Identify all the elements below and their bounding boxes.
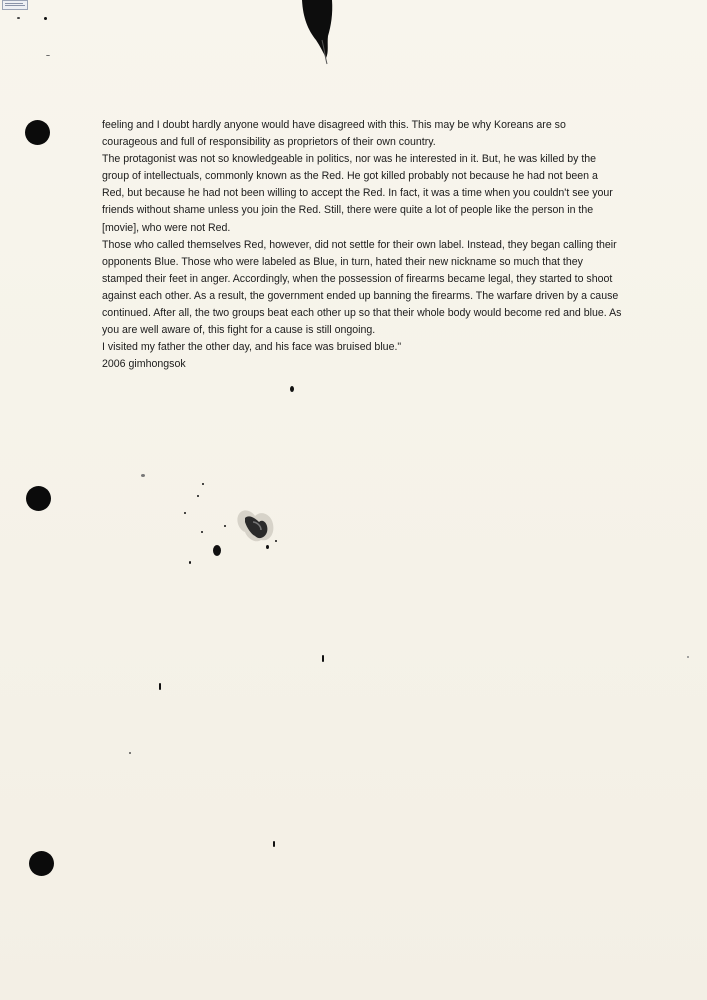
- ink-smudge: [233, 500, 281, 546]
- signature-line: 2006 gimhongsok: [102, 358, 186, 371]
- closing-line: I visited my father the other day, and his face was bruised blue.": [102, 341, 402, 354]
- speck: [201, 531, 203, 533]
- stamp-line: [5, 3, 23, 4]
- speck: [290, 386, 294, 392]
- binder-hole-bottom: [29, 851, 54, 876]
- paragraph-1: feeling and I doubt hardly anyone would have disagreed with this. This may be why Koreans are so courageous and full of responsibility as proprietors of their own country.: [102, 119, 566, 149]
- paragraph-3: Those who called themselves Red, however, did not settle for their own label. Instead, they began calling their opponents Blue. Those who were labeled as Blue, in turn, hated their new nickname so much that they stamped their feet in anger. Accordingly, when the possession of firearms became legal, they started to shoot against each other. As a result, the government ended up banning the firearms. The warfare driven by a cause continued. After all, the two groups beat each other up so that their whole body would become red and blue. As you are well aware of, this fight for a cause is still ongoing.: [102, 238, 622, 337]
- speck: [129, 752, 131, 754]
- speck: [184, 512, 186, 514]
- corner-stamp: [2, 0, 28, 10]
- speck: [141, 474, 145, 477]
- ink-blot-top: [298, 0, 338, 70]
- binder-hole-middle: [26, 486, 51, 511]
- speck: [322, 655, 324, 662]
- speck: [202, 483, 204, 485]
- speck: [687, 656, 689, 658]
- speck: [159, 683, 161, 690]
- speck: [224, 525, 226, 527]
- speck: [197, 495, 199, 497]
- speck: [44, 17, 47, 20]
- paragraph-2: The protagonist was not so knowledgeable in politics, nor was he interested in it. But, he was killed by the group of intellectuals, commonly known as the Red. He got killed probably not because he had not been a Red, but because he had not been willing to accept the Red. In fact, it was a time when you couldn't see your friends without shame unless you join the Red. Still, there were quite a lot of people like the person in the [movie], who were not Red.: [102, 153, 613, 234]
- speck: [17, 17, 20, 19]
- binder-hole-top: [25, 120, 50, 145]
- speck: [213, 545, 221, 556]
- speck: [273, 841, 275, 847]
- stamp-line: [5, 5, 25, 6]
- speck: [189, 561, 191, 564]
- speck: [46, 55, 50, 56]
- body-text: [102, 117, 622, 373]
